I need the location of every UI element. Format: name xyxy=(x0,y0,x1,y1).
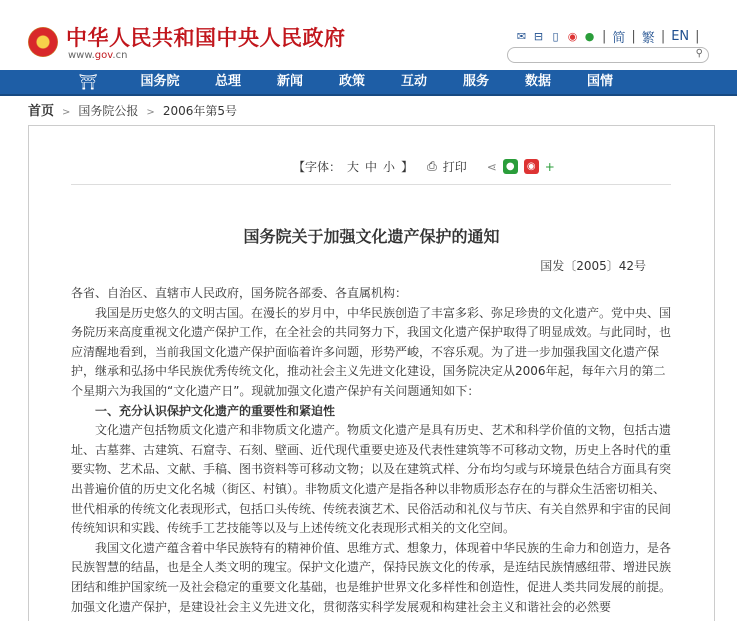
main-nav xyxy=(0,70,737,96)
breadcrumb-arrow: > xyxy=(146,107,155,118)
separator: | xyxy=(660,28,666,44)
toolbar-divider xyxy=(71,184,671,185)
wechat-icon[interactable]: ● xyxy=(584,29,595,43)
mobile-icon[interactable]: ▯ xyxy=(552,29,559,43)
document-number: 国发〔2005〕42号 xyxy=(540,259,646,273)
print-button[interactable]: 打印 xyxy=(442,160,467,174)
nav-item-interaction[interactable]: 互动 xyxy=(400,74,427,89)
separator: | xyxy=(602,28,607,44)
separator: | xyxy=(695,28,700,44)
share-icon[interactable]: ⋖ xyxy=(486,159,497,174)
salutation: 各省、自治区、直辖市人民政府，国务院各部委、各直属机构： xyxy=(71,286,408,300)
nav-item-data[interactable]: 数据 xyxy=(524,74,551,89)
article-panel xyxy=(28,125,715,621)
url-prefix: www. xyxy=(68,50,95,61)
search-input[interactable] xyxy=(507,47,709,63)
search-icon[interactable]: ⚲ xyxy=(695,48,703,59)
printer-icon[interactable]: ⎙ xyxy=(427,159,437,173)
national-emblem-icon[interactable] xyxy=(28,27,58,57)
nav-item-services[interactable]: 服务 xyxy=(462,74,489,89)
site-title[interactable]: 中华人民共和国中央人民政府 xyxy=(66,26,346,50)
nav-item-policy[interactable]: 政策 xyxy=(338,74,365,89)
breadcrumb-arrow: > xyxy=(62,107,71,118)
mail-icon[interactable]: ✉ xyxy=(516,29,527,43)
url-brand: gov xyxy=(94,50,113,61)
breadcrumb-gazette[interactable]: 国务院公报 xyxy=(78,104,139,118)
section-heading: 一、充分认识保护文化遗产的重要性和紧迫性 xyxy=(95,403,336,418)
weibo-icon[interactable]: ◉ xyxy=(567,29,578,43)
tiananmen-logo-icon[interactable]: ⛩ xyxy=(78,73,98,91)
rss-icon[interactable]: ⊟ xyxy=(533,29,544,43)
nav-item-state-council[interactable]: 国务院 xyxy=(140,74,180,89)
breadcrumb xyxy=(28,100,237,119)
more-share-icon[interactable]: + xyxy=(544,159,555,174)
paragraph: 我国文化遗产蕴含着中华民族特有的精神价值、思维方式、想象力，体现着中华民族的生命力和创造力，是各民族智慧的结晶，也是全人类文明的瑰宝。保护文化遗产，保持民族文化的传承，是连结民族情感纽带、增进民族团结和维护国家统一及社会稳定的重要文化基础，也是维护世界文化多样性和创造性，促进人类共同发展的前提。加强文化遗产保护，是建设社会主义先进文化，贯彻落实科学发展观和构建社会主义和谐社会的必然要 xyxy=(71,540,672,614)
wechat-share-icon[interactable]: ● xyxy=(503,159,518,174)
site-header xyxy=(0,0,737,70)
breadcrumb-home[interactable]: 首页 xyxy=(28,104,55,119)
font-size-label: 【字体： xyxy=(293,160,342,174)
weibo-share-icon[interactable]: ◉ xyxy=(524,159,539,174)
breadcrumb-issue[interactable]: 2006年第5号 xyxy=(162,104,237,118)
site-url[interactable] xyxy=(68,50,127,61)
font-medium-button[interactable]: 中 xyxy=(365,160,378,174)
font-small-button[interactable]: 小 xyxy=(383,160,396,174)
separator: | xyxy=(631,28,636,44)
traditional-chinese-link[interactable]: 繁 xyxy=(641,30,655,46)
nav-item-premier[interactable]: 总理 xyxy=(214,74,241,89)
font-large-button[interactable]: 大 xyxy=(347,160,360,174)
header-tools xyxy=(515,28,702,44)
article-body xyxy=(71,284,676,617)
nav-item-national-profile[interactable]: 国情 xyxy=(586,74,613,89)
paragraph: 我国是历史悠久的文明古国。在漫长的岁月中，中华民族创造了丰富多彩、弥足珍贵的文化遗产。党中央、国务院历来高度重视文化遗产保护工作，在全社会的共同努力下，我国文化遗产保护取得了明显成效。与此同时，也应清醒地看到，当前我国文化遗产保护面临着许多问题，形势严峻，不容乐观。为了进一步加强我国文化遗产保护，继承和弘扬中华民族优秀传统文化，推动社会主义先进文化建设，国务院决定从2006年起，每年六月的第二个星期六为我国的“文化遗产日”。现就加强文化遗产保护有关问题通知如下： xyxy=(71,305,672,398)
article-title: 国务院关于加强文化遗产保护的通知 xyxy=(243,227,500,246)
paragraph: 文化遗产包括物质文化遗产和非物质文化遗产。物质文化遗产是具有历史、艺术和科学价值的文物，包括古遗址、古墓葬、古建筑、石窟寺、石刻、壁画、近代现代重要史迹及代表性建筑等不可移动文物，历史上各时代的重要实物、艺术品、文献、手稿、图书资料等可移动文物；以及在建筑式样、分布均匀或与环境景色结合方面具有突出普遍价值的历史文化名城（街区、村镇）。非物质文化遗产是指各种以非物质形态存在的与群众生活密切相关、世代相承的传统文化表现形式，包括口头传统、传统表演艺术、民俗活动和礼仪与节庆、有关自然界和宇宙的民间传统知识和实践、传统手工艺技能等以及与上述传统文化表现形式相关的文化空间。 xyxy=(71,423,672,536)
simplified-chinese-link[interactable]: 简 xyxy=(612,30,626,46)
url-suffix: .cn xyxy=(112,50,128,61)
english-link[interactable]: EN xyxy=(671,28,690,44)
font-size-close: 】 xyxy=(401,160,414,174)
nav-item-news[interactable]: 新闻 xyxy=(276,74,303,89)
article-toolbar xyxy=(293,158,555,175)
